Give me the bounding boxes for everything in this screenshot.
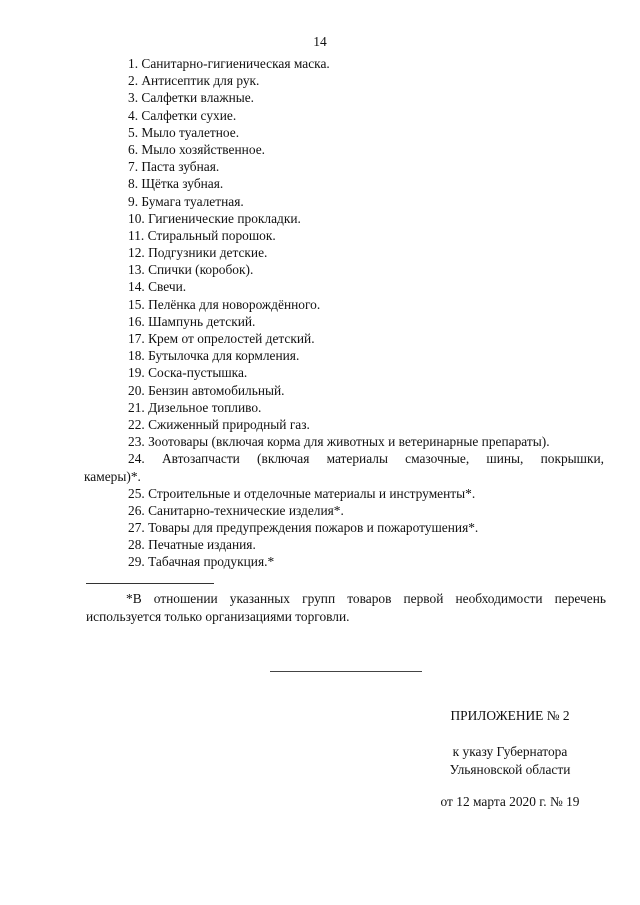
- appendix-addressee-line2: Ульяновской области: [449, 761, 571, 777]
- list-item: 5. Мыло туалетное.: [128, 124, 240, 140]
- list-item: 26. Санитарно-технические изделия*.: [128, 502, 344, 518]
- footnote: [86, 590, 606, 625]
- list-item: 7. Паста зубная.: [128, 159, 220, 175]
- list-item: 29. Табачная продукция.*: [128, 554, 275, 570]
- list-item: 9. Бумага туалетная.: [128, 193, 244, 209]
- list-item: 23. Зоотовары (включая корма для животных и ветеринарные препараты).: [128, 434, 550, 450]
- section-divider: [270, 671, 422, 672]
- goods-list: [84, 55, 604, 571]
- list-item: 15. Пелёнка для новорождённого.: [128, 296, 321, 312]
- list-item: 12. Подгузники детские.: [128, 245, 268, 261]
- list-item: 22. Сжиженный природный газ.: [128, 416, 310, 432]
- list-item: 2. Антисептик для рук.: [128, 73, 260, 89]
- list-item-24-line2: камеры)*.: [84, 468, 141, 484]
- list-item: 8. Щётка зубная.: [128, 176, 224, 192]
- appendix-title: ПРИЛОЖЕНИЕ № 2: [450, 708, 570, 723]
- list-item: 1. Санитарно-гигиеническая маска.: [128, 56, 330, 71]
- page-number: 14: [313, 34, 327, 49]
- list-item: 20. Бензин автомобильный.: [128, 382, 285, 398]
- list-item: 4. Салфетки сухие.: [128, 107, 237, 123]
- list-item: 19. Соска-пустышка.: [128, 365, 248, 381]
- footnote-line2: используется только организациями торговли.: [86, 608, 350, 624]
- list-item: 18. Бутылочка для кормления.: [128, 348, 300, 364]
- list-item: 16. Шампунь детский.: [128, 313, 256, 329]
- list-item-24: [84, 450, 604, 484]
- list-item: 25. Строительные и отделочные материалы и инструменты*.: [128, 485, 476, 501]
- list-item: 3. Салфетки влажные.: [128, 90, 255, 106]
- list-item: 28. Печатные издания.: [128, 537, 256, 553]
- list-item: 17. Крем от опрелостей детский.: [128, 331, 315, 346]
- list-item: 11. Стиральный порошок.: [128, 227, 276, 243]
- list-item: 10. Гигиенические прокладки.: [128, 210, 301, 226]
- footnote-separator: [86, 583, 214, 584]
- appendix-date: от 12 марта 2020 г. № 19: [440, 794, 580, 809]
- appendix-addressee: [410, 743, 610, 778]
- list-item: 14. Свечи.: [128, 279, 187, 295]
- list-item: 21. Дизельное топливо.: [128, 399, 262, 415]
- list-item: 13. Спички (коробок).: [128, 262, 254, 278]
- list-item-24-line1: 24. Автозапчасти (включая материалы смазочные, шины, покрышки,: [128, 451, 604, 467]
- list-item: 6. Мыло хозяйственное.: [128, 141, 265, 157]
- appendix-addressee-line1: к указу Губернатора: [452, 744, 568, 759]
- list-item: 27. Товары для предупреждения пожаров и пожаротушения*.: [128, 520, 479, 536]
- footnote-line1: *В отношении указанных групп товаров первой необходимости перечень: [126, 591, 606, 606]
